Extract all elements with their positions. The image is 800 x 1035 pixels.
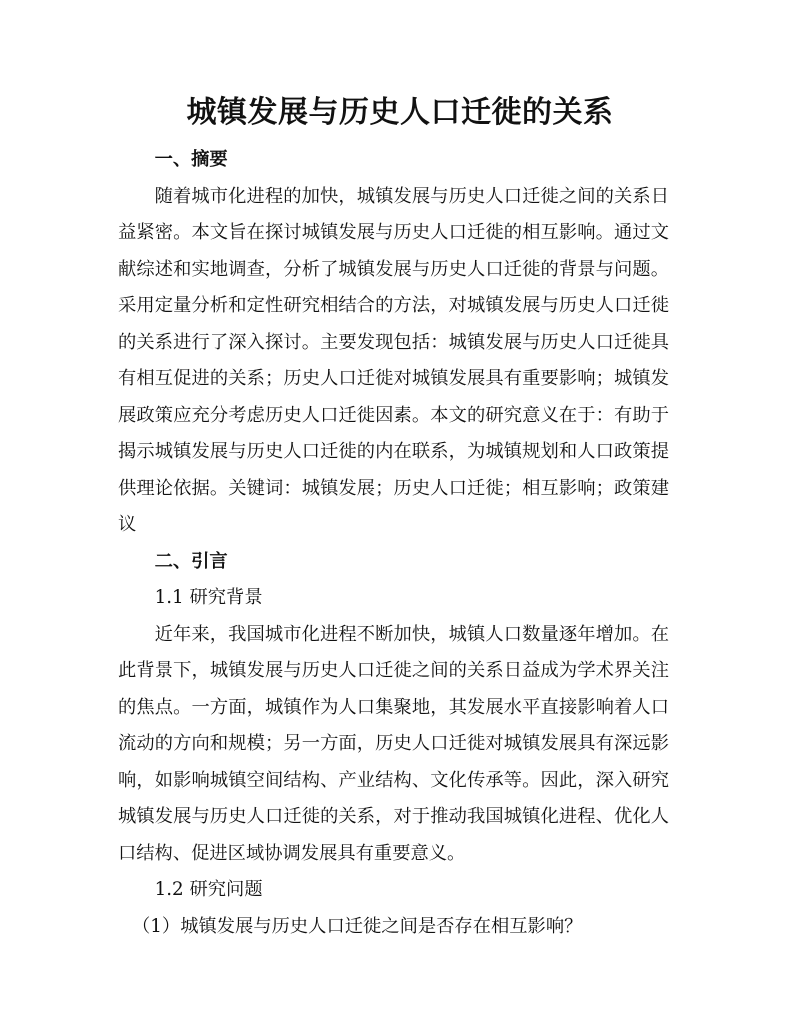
text-line: 益紧密。本文旨在探讨城镇发展与历史人口迁徙的相互影响。通过文 — [118, 222, 669, 243]
subsection-heading-background: 1.1 研究背景 — [154, 587, 263, 608]
text-line: 城镇发展与历史人口迁徙的关系，对于推动我国城镇化进程、优化人 — [118, 806, 669, 827]
text-line: 响，如影响城镇空间结构、产业结构、文化传承等。因此，深入研究 — [118, 769, 669, 791]
text-line: 的关系进行了深入探讨。主要发现包括：城镇发展与历史人口迁徙具 — [118, 331, 669, 353]
text-line: 口结构、促进区域协调发展具有重要意义。 — [118, 842, 466, 864]
research-question-item: （1）城镇发展与历史人口迁徙之间是否存在相互影响？ — [132, 915, 583, 937]
text-line: 随着城市化进程的加快，城镇发展与历史人口迁徙之间的关系日 — [154, 185, 669, 207]
abstract-paragraph — [118, 179, 669, 544]
text-line: 议 — [118, 514, 137, 535]
text-line: 有相互促进的关系；历史人口迁徙对城镇发展具有重要影响；城镇发 — [118, 368, 669, 389]
document-body — [118, 142, 669, 945]
text-line: 献综述和实地调查，分析了城镇发展与历史人口迁徙的背景与问题。 — [118, 258, 669, 280]
text-line: 流动的方向和规模；另一方面，历史人口迁徙对城镇发展具有深远影 — [118, 733, 669, 754]
section-heading-intro: 二、引言 — [154, 550, 228, 572]
text-line: 此背景下，城镇发展与历史人口迁徙之间的关系日益成为学术界关注 — [118, 660, 669, 681]
text-line: 供理论依据。关键词：城镇发展；历史人口迁徙；相互影响；政策建 — [118, 477, 669, 499]
section-heading-abstract: 一、摘要 — [154, 149, 228, 170]
text-line: 近年来，我国城市化进程不断加快，城镇人口数量逐年增加。在 — [154, 623, 669, 645]
document-title: 城镇发展与历史人口迁徙的关系 — [186, 95, 614, 130]
subsection-heading-questions: 1.2 研究问题 — [154, 879, 263, 900]
text-line: 展政策应充分考虑历史人口迁徙因素。本文的研究意义在于：有助于 — [118, 404, 669, 426]
text-line: 的焦点。一方面，城镇作为人口集聚地，其发展水平直接影响着人口 — [118, 696, 669, 718]
text-line: 采用定量分析和定性研究相结合的方法，对城镇发展与历史人口迁徙 — [118, 295, 669, 316]
background-paragraph — [118, 617, 669, 873]
text-line: 揭示城镇发展与历史人口迁徙的内在联系，为城镇规划和人口政策提 — [118, 441, 669, 462]
